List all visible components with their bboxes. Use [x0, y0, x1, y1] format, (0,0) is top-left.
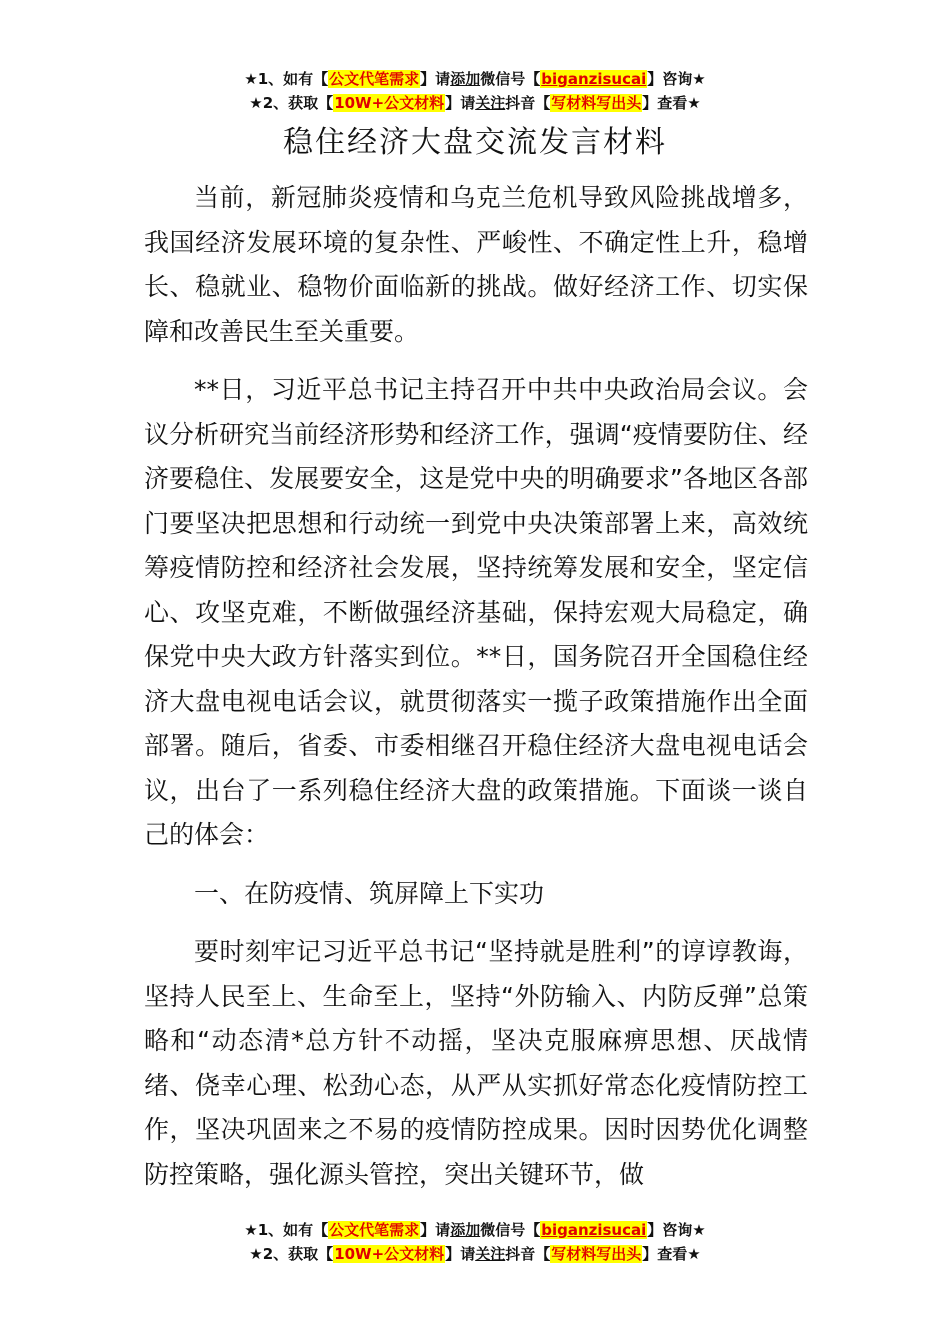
banner-highlight-materials: 10W+公文材料: [334, 94, 445, 112]
document-body: [144, 176, 808, 1211]
paragraph-meeting: **日，习近平总书记主持召开中共中央政治局会议。会议分析研究当前经济形势和经济工作，强调“疫情要防住、经济要稳住、发展要安全，这是党中央的明确要求”各地区各部门要坚决把思想和行动统一到党中央决策部署上来，高效统筹疫情防控和经济社会发展，坚持统筹发展和安全，坚定信心、攻坚克难，不断做强经济基础，保持宏观大局稳定，确保党中央大政方针落实到位。**日，国务院召开全国稳住经济大盘电视电话会议，就贯彻落实一揽子政策措施作出全面部署。随后，省委、市委相继召开稳住经济大盘电视电话会议，出台了一系列稳住经济大盘的政策措施。下面谈一谈自己的体会：: [144, 375, 808, 849]
paragraph-intro: 当前，新冠肺炎疫情和乌克兰危机导致风险挑战增多，我国经济发展环境的复杂性、严峻性、不确定性上升，稳增长、稳就业、稳物价面临新的挑战。做好经济工作、切实保障和改善民生至关重要。: [144, 183, 808, 346]
banner-line-2: ★2、获取【10W+公文材料】请关注抖音【写材料写出头】查看★: [249, 1245, 701, 1263]
banner-emphasis: 添加: [450, 1221, 481, 1239]
banner-emphasis: 添加: [450, 70, 481, 88]
banner-douyin-account: 写材料写出头: [551, 1245, 642, 1263]
paragraph-epidemic: 要时刻牢记习近平总书记“坚持就是胜利”的谆谆教诲，坚持人民至上、生命至上，坚持“外防输入、内防反弹”总策略和“动态清*总方针不动摇，坚决克服麻痹思想、厌战情绪、侥幸心理、松劲心态，从严从实抓好常态化疫情防控工作，坚决巩固来之不易的疫情防控成果。因时因势优化调整防控策略，强化源头管控，突出关键环节，做: [144, 937, 808, 1189]
promo-banner-bottom: [0, 1218, 950, 1266]
banner-highlight-materials: 10W+公文材料: [334, 1245, 445, 1263]
document-title: 稳住经济大盘交流发言材料: [283, 125, 667, 160]
promo-banner-top: [0, 67, 950, 115]
banner-highlight-service: 公文代笔需求: [329, 1221, 420, 1239]
banner-wechat-id-link[interactable]: biganzisucai: [541, 70, 647, 88]
banner-wechat-id-link[interactable]: biganzisucai: [541, 1221, 647, 1239]
banner-douyin-account: 写材料写出头: [551, 94, 642, 112]
banner-line-1: ★1、如有【公文代笔需求】请添加微信号【biganzisucai】咨询★: [244, 70, 706, 88]
banner-emphasis: 关注: [475, 1245, 506, 1263]
banner-line-1: ★1、如有【公文代笔需求】请添加微信号【biganzisucai】咨询★: [244, 1221, 706, 1239]
banner-highlight-service: 公文代笔需求: [329, 70, 420, 88]
section-heading-1: 一、在防疫情、筑屏障上下实功: [194, 878, 545, 908]
banner-emphasis: 关注: [475, 94, 506, 112]
banner-line-2: ★2、获取【10W+公文材料】请关注抖音【写材料写出头】查看★: [249, 94, 701, 112]
